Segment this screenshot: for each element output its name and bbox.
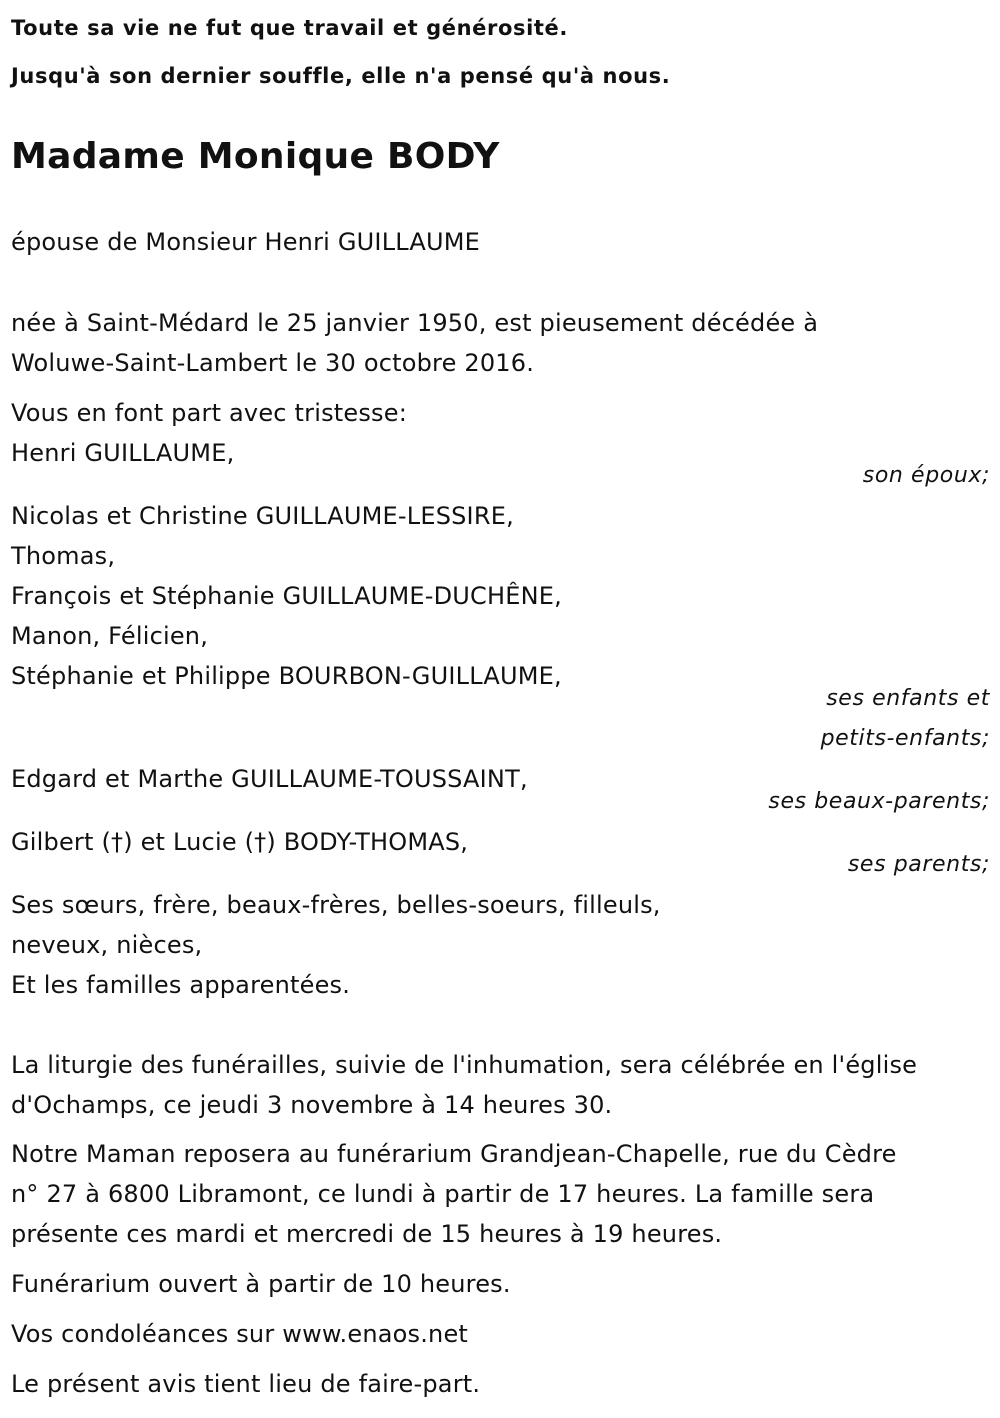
- family-child-line: Thomas,: [11, 542, 116, 570]
- funerarium-opening: Funérarium ouvert à partir de 10 heures.: [11, 1270, 511, 1298]
- condolences-line: Vos condoléances sur www.enaos.net: [11, 1320, 469, 1348]
- family-child-line: François et Stéphanie GUILLAUME-DUCHÊNE,: [11, 582, 562, 610]
- announcement-intro: Vous en font part avec tristesse:: [11, 399, 408, 427]
- epitaph-line-1: Toute sa vie ne fut que travail et générosité.: [11, 16, 568, 40]
- family-others-line: Et les familles apparentées.: [11, 971, 351, 999]
- liturgy-line-1: La liturgie des funérailles, suivie de l'inhumation, sera célébrée en l'église: [11, 1051, 918, 1079]
- rest-line-3: présente ces mardi et mercredi de 15 heures à 19 heures.: [11, 1220, 723, 1248]
- deceased-name: Madame Monique BODY: [11, 136, 500, 177]
- liturgy-line-2: d'Ochamps, ce jeudi 3 novembre à 14 heures 30.: [11, 1091, 613, 1119]
- family-parents-role: ses parents;: [847, 852, 990, 877]
- family-others-line: Ses sœurs, frère, beaux-frères, belles-soeurs, filleuls,: [11, 891, 661, 919]
- family-spouse-role: son époux;: [862, 463, 990, 488]
- family-in-laws-role: ses beaux-parents;: [768, 789, 990, 814]
- spouse-line: épouse de Monsieur Henri GUILLAUME: [11, 228, 481, 256]
- notice-line: Le présent avis tient lieu de faire-part.: [11, 1370, 481, 1398]
- family-child-line: Manon, Félicien,: [11, 622, 209, 650]
- birth-death-line-2: Woluwe-Saint-Lambert le 30 octobre 2016.: [11, 349, 535, 377]
- epitaph-line-2: Jusqu'à son dernier souffle, elle n'a pensé qu'à nous.: [11, 64, 671, 88]
- family-spouse-name: Henri GUILLAUME,: [11, 439, 235, 467]
- birth-death-line-1: née à Saint-Médard le 25 janvier 1950, est pieusement décédée à: [11, 309, 819, 337]
- family-children-role-line-2: petits-enfants;: [820, 726, 990, 751]
- family-parents-name: Gilbert (†) et Lucie (†) BODY-THOMAS,: [11, 828, 469, 856]
- rest-line-1: Notre Maman reposera au funérarium Grandjean-Chapelle, rue du Cèdre: [11, 1140, 897, 1168]
- family-in-laws-name: Edgard et Marthe GUILLAUME-TOUSSAINT,: [11, 765, 528, 793]
- family-children-role-line-1: ses enfants et: [826, 686, 990, 711]
- rest-line-2: n° 27 à 6800 Libramont, ce lundi à partir de 17 heures. La famille sera: [11, 1180, 875, 1208]
- family-others-line: neveux, nièces,: [11, 931, 203, 959]
- family-child-line: Stéphanie et Philippe BOURBON-GUILLAUME,: [11, 662, 562, 690]
- family-child-line: Nicolas et Christine GUILLAUME-LESSIRE,: [11, 502, 514, 530]
